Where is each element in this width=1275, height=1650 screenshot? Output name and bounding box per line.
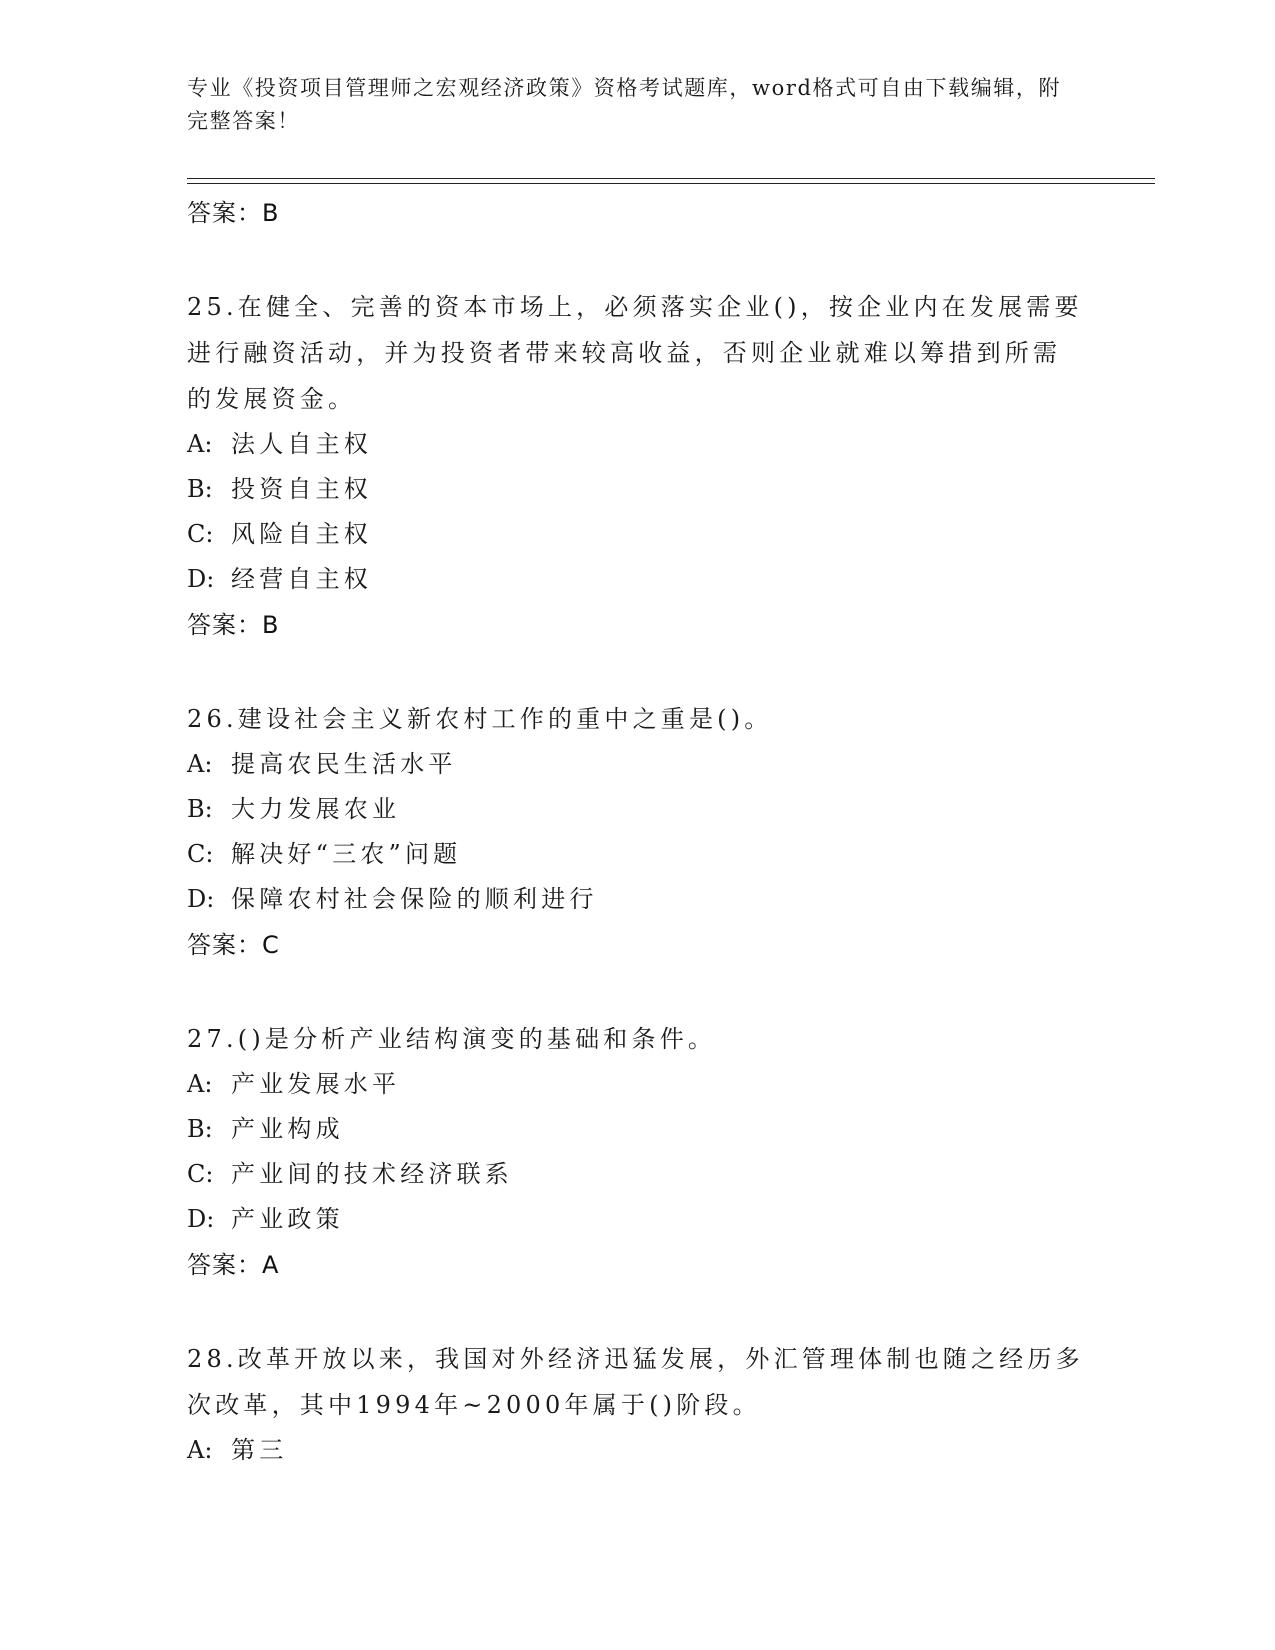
option-text: 产业发展水平 xyxy=(231,1070,401,1098)
option-key: A: xyxy=(187,430,213,458)
option-c xyxy=(187,1152,1087,1197)
spacer xyxy=(187,968,1087,1016)
question-list xyxy=(187,190,1087,1473)
option-key: D: xyxy=(187,1205,215,1233)
option-key: A: xyxy=(187,1436,213,1464)
option-text: 大力发展农业 xyxy=(231,795,401,823)
option-text: 经营自主权 xyxy=(231,565,372,593)
question-stem: 28.改革开放以来，我国对外经济迅猛发展，外汇管理体制也随之经历多次改革，其中1994年~2000年属于()阶段。 xyxy=(187,1345,1084,1419)
question-stem: 27.()是分析产业结构演变的基础和条件。 xyxy=(187,1025,717,1053)
spacer xyxy=(187,648,1087,696)
option-key: A: xyxy=(187,750,213,778)
question-item xyxy=(187,696,1087,968)
option-a xyxy=(187,1062,1087,1107)
option-a xyxy=(187,422,1087,467)
option-c xyxy=(187,832,1087,877)
option-b xyxy=(187,467,1087,512)
option-b xyxy=(187,787,1087,832)
option-text: 第三 xyxy=(231,1436,288,1464)
document-header: 专业《投资项目管理师之宏观经济政策》资格考试题库，word格式可自由下载编辑，附完整答案！ xyxy=(187,76,1062,133)
option-key: C: xyxy=(187,840,214,868)
answer-label: 答案：C xyxy=(187,931,280,959)
question-item xyxy=(187,1016,1087,1288)
option-d xyxy=(187,557,1087,602)
question-stem: 26.建设社会主义新农村工作的重中之重是()。 xyxy=(187,705,773,733)
option-key: C: xyxy=(187,1160,214,1188)
option-a xyxy=(187,1428,1087,1473)
option-d xyxy=(187,877,1087,922)
header-rule-top xyxy=(187,178,1155,179)
option-key: D: xyxy=(187,885,215,913)
option-text: 投资自主权 xyxy=(231,475,372,503)
option-d xyxy=(187,1197,1087,1242)
option-key: A: xyxy=(187,1070,213,1098)
question-item xyxy=(187,284,1087,648)
option-key: B: xyxy=(187,475,213,503)
answer-label: 答案：B xyxy=(187,611,280,639)
option-text: 保障农村社会保险的顺利进行 xyxy=(231,885,598,913)
option-text: 提高农民生活水平 xyxy=(231,750,457,778)
option-key: B: xyxy=(187,1115,213,1143)
option-key: C: xyxy=(187,520,214,548)
option-key: D: xyxy=(187,565,215,593)
option-text: 风险自主权 xyxy=(231,520,372,548)
option-key: B: xyxy=(187,795,213,823)
header-rule-bottom xyxy=(187,183,1155,184)
option-text: 产业政策 xyxy=(231,1205,344,1233)
spacer xyxy=(187,236,1087,284)
question-item xyxy=(187,1336,1087,1473)
option-c xyxy=(187,512,1087,557)
answer-label: 答案：A xyxy=(187,1251,280,1279)
answer-label: 答案：B xyxy=(187,199,280,227)
option-b xyxy=(187,1107,1087,1152)
spacer xyxy=(187,1288,1087,1336)
option-text: 产业间的技术经济联系 xyxy=(231,1160,513,1188)
option-text: 法人自主权 xyxy=(231,430,372,458)
question-stem: 25.在健全、完善的资本市场上，必须落实企业()，按企业内在发展需要进行融资活动，并为投资者带来较高收益，否则企业就难以筹措到所需的发展资金。 xyxy=(187,293,1083,413)
option-a xyxy=(187,742,1087,787)
option-text: 产业构成 xyxy=(231,1115,344,1143)
option-text: 解决好“三农”问题 xyxy=(231,840,462,868)
